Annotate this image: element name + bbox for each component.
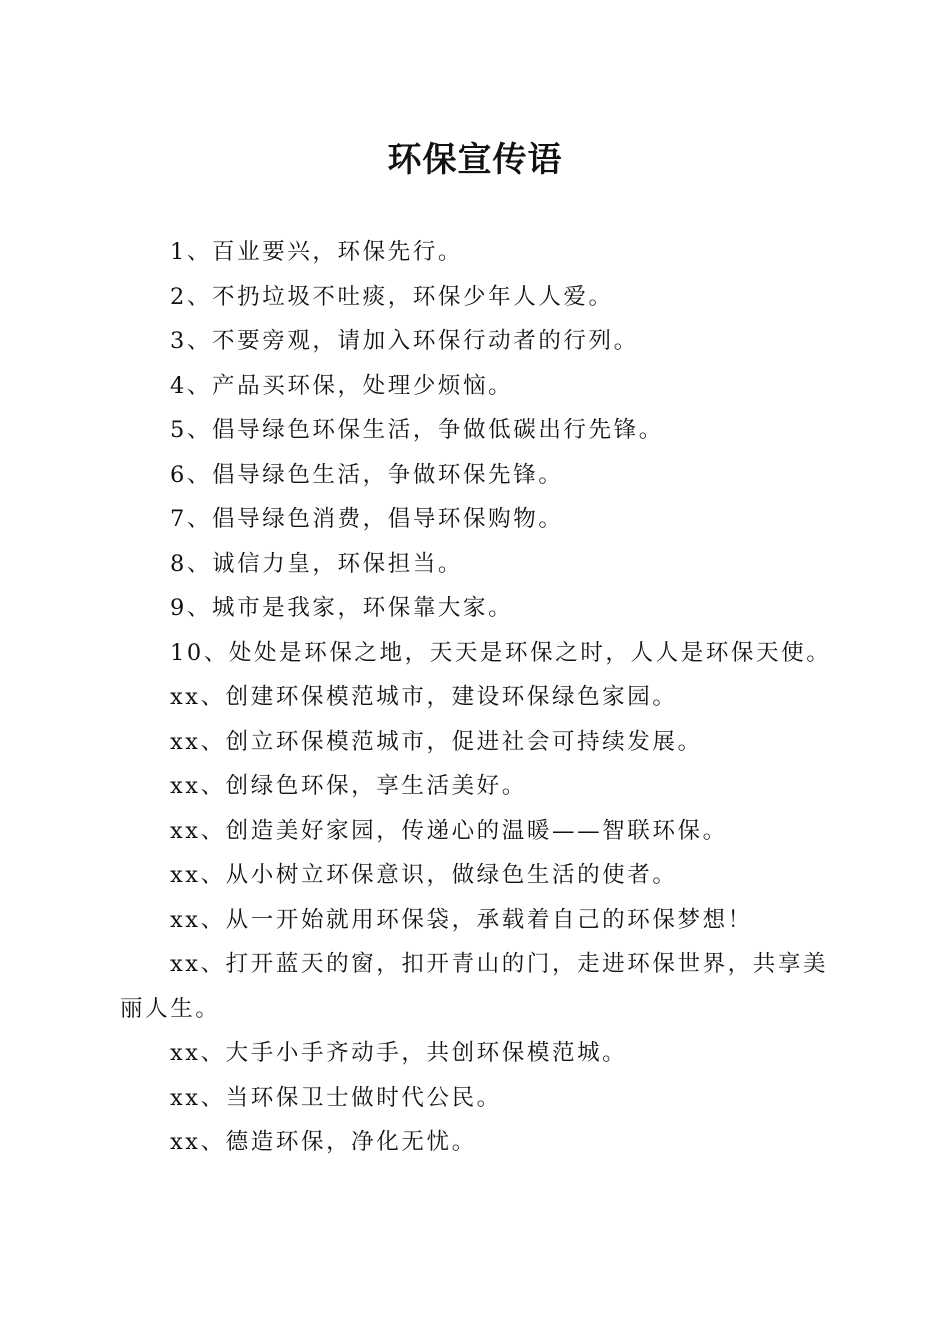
slogan-line: xx、从一开始就用环保袋，承载着自己的环保梦想！ — [170, 906, 753, 933]
slogan-line: 8、诚信力皇，环保担当。 — [170, 550, 464, 577]
slogan-line: 3、不要旁观，请加入环保行动者的行列。 — [170, 328, 639, 354]
slogan-line: xx、从小树立环保意识，做绿色生活的使者。 — [170, 862, 678, 888]
slogan-line: 1、百业要兴，环保先行。 — [170, 239, 464, 265]
slogan-line: xx、创建环保模范城市，建设环保绿色家园。 — [170, 684, 678, 710]
slogan-line: xx、大手小手齐动手，共创环保模范城。 — [170, 1040, 628, 1066]
slogan-line: xx、创立环保模范城市，促进社会可持续发展。 — [170, 728, 703, 755]
slogan-line: 7、倡导绿色消费，倡导环保购物。 — [170, 506, 564, 532]
slogan-line: 9、城市是我家，环保靠大家。 — [170, 595, 514, 621]
slogan-list — [120, 230, 832, 1165]
slogan-line: 10、处处是环保之地，天天是环保之时，人人是环保天使。 — [170, 639, 832, 666]
page-title: 环保宣传语 — [387, 140, 563, 180]
slogan-line: xx、打开蓝天的窗，扣开青山的门，走进环保世界，共享美丽人生。 — [120, 951, 829, 1022]
slogan-line: xx、德造环保，净化无忧。 — [170, 1129, 477, 1155]
slogan-line: 2、不扔垃圾不吐痰，环保少年人人爱。 — [170, 283, 614, 310]
slogan-line: 6、倡导绿色生活，争做环保先锋。 — [170, 461, 564, 488]
slogan-line: 5、倡导绿色环保生活，争做低碳出行先锋。 — [170, 417, 664, 443]
slogan-line: xx、创绿色环保，享生活美好。 — [170, 773, 527, 799]
slogan-line: 4、产品买环保，处理少烦恼。 — [170, 372, 514, 399]
slogan-line: xx、当环保卫士做时代公民。 — [170, 1084, 502, 1111]
slogan-line: xx、创造美好家园，传递心的温暖——智联环保。 — [170, 817, 728, 844]
